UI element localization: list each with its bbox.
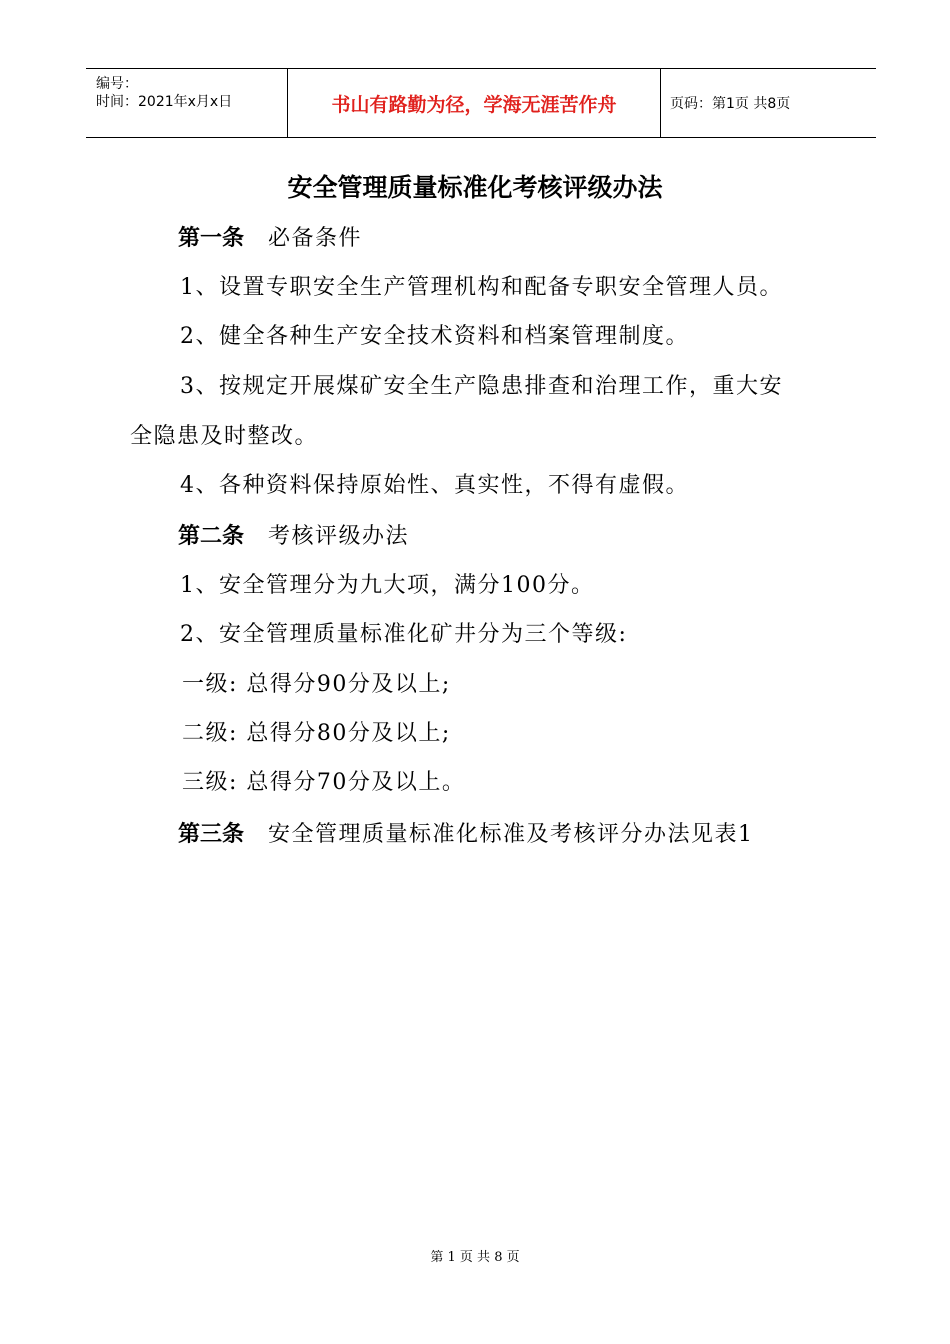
article-text: 必备条件 xyxy=(268,226,363,251)
paragraph: 全隐患及时整改。 xyxy=(130,424,319,449)
article-label: 第三条 xyxy=(178,822,245,847)
document-date: 时间：2021年x月x日 xyxy=(96,94,233,110)
paragraph: 三级: 总得分70分及以上。 xyxy=(182,770,466,795)
paragraph: 3、按规定开展煤矿安全生产隐患排查和治理工作，重大安 xyxy=(180,374,783,399)
page-header xyxy=(86,68,876,138)
paragraph: 一级: 总得分90分及以上; xyxy=(182,672,451,697)
page-footer: 第 1 页 共 8 页 xyxy=(430,1250,520,1265)
paragraph: 4、各种资料保持原始性、真实性，不得有虚假。 xyxy=(180,473,689,498)
article-heading xyxy=(178,817,754,848)
document-title: 安全管理质量标准化考核评级办法 xyxy=(287,173,663,202)
article-text: 安全管理质量标准化标准及考核评分办法见表1 xyxy=(268,822,754,847)
paragraph: 2、健全各种生产安全技术资料和档案管理制度。 xyxy=(180,324,689,349)
paragraph: 2、安全管理质量标准化矿井分为三个等级: xyxy=(180,622,628,647)
paragraph: 1、安全管理分为九大项，满分100分。 xyxy=(180,573,595,598)
paragraph: 1、设置专职安全生产管理机构和配备专职安全管理人员。 xyxy=(180,275,783,300)
article-heading xyxy=(178,519,409,550)
document-number-label: 编号： xyxy=(96,76,138,92)
header-meta xyxy=(86,69,286,137)
paragraph: 二级: 总得分80分及以上; xyxy=(182,721,451,746)
header-divider xyxy=(660,69,661,137)
article-label: 第一条 xyxy=(178,226,245,251)
header-motto: 书山有路勤为径，学海无涯苦作舟 xyxy=(331,93,617,116)
article-text: 考核评级办法 xyxy=(268,524,410,549)
article-heading xyxy=(178,221,362,252)
article-label: 第二条 xyxy=(178,524,245,549)
header-page-info: 页码：第1页 共8页 xyxy=(670,96,791,112)
